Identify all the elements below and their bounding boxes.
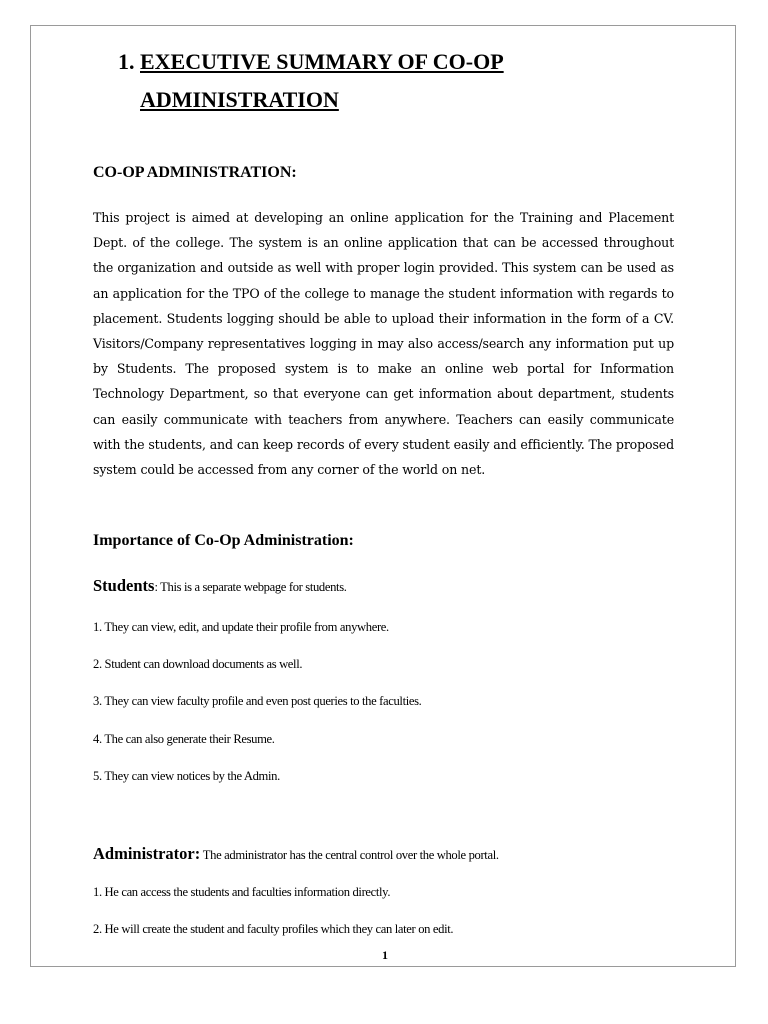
administrator-heading [93, 844, 499, 864]
heading-number: 1. [118, 49, 135, 74]
main-heading [118, 43, 638, 119]
heading-line-1: EXECUTIVE SUMMARY OF CO-OP [140, 49, 504, 74]
student-item-5: 5. They can view notices by the Admin. [93, 769, 280, 783]
students-label: Students [93, 576, 155, 595]
student-item-4: 4. The can also generate their Resume. [93, 732, 275, 746]
student-item-1: 1. They can view, edit, and update their profile from anywhere. [93, 620, 389, 634]
administrator-label: Administrator: [93, 844, 201, 863]
heading-line-2: ADMINISTRATION [140, 87, 339, 112]
administrator-item-1: 1. He can access the students and faculties information directly. [93, 885, 391, 899]
administrator-item-2: 2. He will create the student and faculty profiles which they can later on edit. [93, 922, 454, 936]
students-heading [93, 576, 347, 596]
student-item-2: 2. Student can download documents as well. [93, 657, 303, 671]
section-title: CO-OP ADMINISTRATION: [93, 164, 297, 181]
page-number: 1 [382, 948, 388, 962]
body-paragraph: This project is aimed at developing an online application for the Training and Placement Dept. of the college. The system is an online application that can be accessed throughout the organization and outside as well with proper login provided. This system can be used as an application for the TPO of the college to manage the student information with regards to placement. Students logging should be able to upload their information in the form of a CV. Visitors/Company representatives logging in may also access/search any information put up by Students. The proposed system is to make an online web portal for Information Technology Department, so that everyone can get information about department, students can easily communicate with teachers from anywhere. Teachers can easily communicate with the students, and can keep records of every student easily and efficiently. The proposed system could be accessed from any corner of the world on net. [93, 210, 674, 478]
student-item-3: 3. They can view faculty profile and even post queries to the faculties. [93, 694, 422, 708]
administrator-description: The administrator has the central control over the whole portal. [200, 848, 499, 862]
importance-title: Importance of Co-Op Administration: [93, 532, 354, 549]
students-description: : This is a separate webpage for students. [154, 580, 347, 594]
